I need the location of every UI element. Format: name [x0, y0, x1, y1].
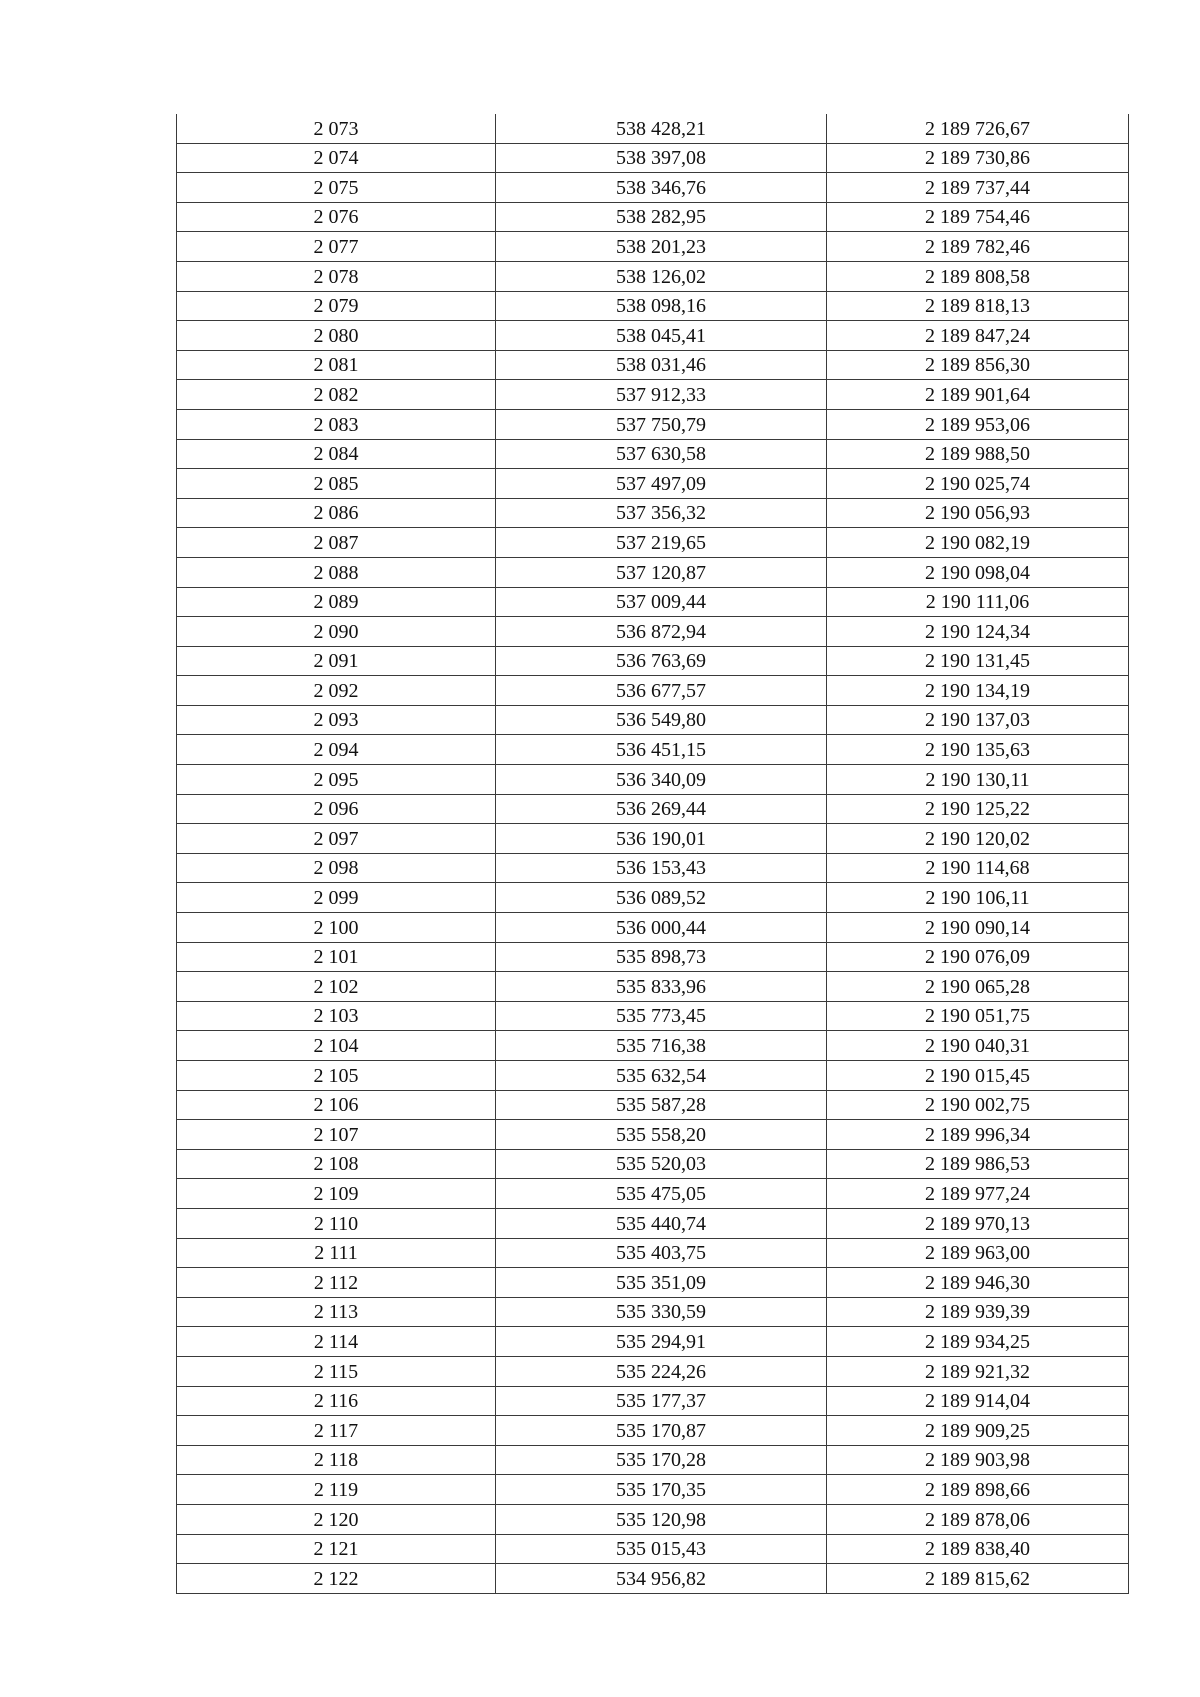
point-number-cell: 2 109 [177, 1179, 496, 1209]
y-coordinate-cell: 2 189 818,13 [827, 291, 1129, 321]
y-coordinate-cell: 2 190 125,22 [827, 794, 1129, 824]
point-number-cell: 2 094 [177, 735, 496, 765]
point-number-cell: 2 098 [177, 853, 496, 883]
x-coordinate-cell: 535 330,59 [496, 1297, 827, 1327]
x-coordinate-cell: 536 677,57 [496, 676, 827, 706]
y-coordinate-cell: 2 189 754,46 [827, 202, 1129, 232]
point-number-cell: 2 110 [177, 1208, 496, 1238]
x-coordinate-cell: 535 294,91 [496, 1327, 827, 1357]
coordinates-table [176, 114, 1129, 1594]
point-number-cell: 2 092 [177, 676, 496, 706]
point-number-cell: 2 102 [177, 972, 496, 1002]
y-coordinate-cell: 2 189 847,24 [827, 321, 1129, 351]
point-number-cell: 2 121 [177, 1534, 496, 1564]
x-coordinate-cell: 535 587,28 [496, 1090, 827, 1120]
y-coordinate-cell: 2 189 970,13 [827, 1208, 1129, 1238]
point-number-cell: 2 089 [177, 587, 496, 617]
x-coordinate-cell: 535 351,09 [496, 1268, 827, 1298]
x-coordinate-cell: 537 356,32 [496, 498, 827, 528]
x-coordinate-cell: 535 224,26 [496, 1356, 827, 1386]
point-number-cell: 2 120 [177, 1504, 496, 1534]
point-number-cell: 2 081 [177, 350, 496, 380]
point-number-cell: 2 090 [177, 617, 496, 647]
x-coordinate-cell: 538 397,08 [496, 143, 827, 173]
x-coordinate-cell: 535 120,98 [496, 1504, 827, 1534]
x-coordinate-cell: 536 089,52 [496, 883, 827, 913]
x-coordinate-cell: 535 015,43 [496, 1534, 827, 1564]
point-number-cell: 2 097 [177, 824, 496, 854]
y-coordinate-cell: 2 189 782,46 [827, 232, 1129, 262]
y-coordinate-cell: 2 189 986,53 [827, 1149, 1129, 1179]
point-number-cell: 2 091 [177, 646, 496, 676]
table-row [177, 350, 1129, 380]
point-number-cell: 2 077 [177, 232, 496, 262]
point-number-cell: 2 083 [177, 409, 496, 439]
table-row [177, 1445, 1129, 1475]
table-row [177, 942, 1129, 972]
x-coordinate-cell: 535 170,28 [496, 1445, 827, 1475]
y-coordinate-cell: 2 189 901,64 [827, 380, 1129, 410]
y-coordinate-cell: 2 190 015,45 [827, 1061, 1129, 1091]
x-coordinate-cell: 538 346,76 [496, 173, 827, 203]
table-row [177, 409, 1129, 439]
table-row [177, 1327, 1129, 1357]
point-number-cell: 2 108 [177, 1149, 496, 1179]
table-row [177, 1416, 1129, 1446]
point-number-cell: 2 112 [177, 1268, 496, 1298]
point-number-cell: 2 073 [177, 114, 496, 143]
x-coordinate-cell: 537 750,79 [496, 409, 827, 439]
table-row [177, 913, 1129, 943]
y-coordinate-cell: 2 189 726,67 [827, 114, 1129, 143]
point-number-cell: 2 080 [177, 321, 496, 351]
y-coordinate-cell: 2 189 977,24 [827, 1179, 1129, 1209]
x-coordinate-cell: 538 126,02 [496, 261, 827, 291]
point-number-cell: 2 104 [177, 1031, 496, 1061]
point-number-cell: 2 085 [177, 469, 496, 499]
y-coordinate-cell: 2 190 002,75 [827, 1090, 1129, 1120]
x-coordinate-cell: 536 190,01 [496, 824, 827, 854]
table-row [177, 705, 1129, 735]
table-row [177, 557, 1129, 587]
point-number-cell: 2 078 [177, 261, 496, 291]
table-row [177, 1208, 1129, 1238]
x-coordinate-cell: 536 872,94 [496, 617, 827, 647]
x-coordinate-cell: 535 833,96 [496, 972, 827, 1002]
y-coordinate-cell: 2 190 076,09 [827, 942, 1129, 972]
table-row [177, 439, 1129, 469]
x-coordinate-cell: 535 170,35 [496, 1475, 827, 1505]
table-row [177, 232, 1129, 262]
y-coordinate-cell: 2 190 051,75 [827, 1001, 1129, 1031]
point-number-cell: 2 118 [177, 1445, 496, 1475]
coordinates-table-body [177, 114, 1129, 1593]
table-row [177, 853, 1129, 883]
x-coordinate-cell: 537 009,44 [496, 587, 827, 617]
table-row [177, 1061, 1129, 1091]
y-coordinate-cell: 2 189 909,25 [827, 1416, 1129, 1446]
x-coordinate-cell: 537 497,09 [496, 469, 827, 499]
y-coordinate-cell: 2 189 953,06 [827, 409, 1129, 439]
y-coordinate-cell: 2 189 921,32 [827, 1356, 1129, 1386]
x-coordinate-cell: 535 773,45 [496, 1001, 827, 1031]
table-row [177, 469, 1129, 499]
table-row [177, 1001, 1129, 1031]
point-number-cell: 2 103 [177, 1001, 496, 1031]
table-row [177, 380, 1129, 410]
point-number-cell: 2 106 [177, 1090, 496, 1120]
point-number-cell: 2 074 [177, 143, 496, 173]
table-row [177, 1356, 1129, 1386]
y-coordinate-cell: 2 190 065,28 [827, 972, 1129, 1002]
x-coordinate-cell: 537 120,87 [496, 557, 827, 587]
x-coordinate-cell: 535 520,03 [496, 1149, 827, 1179]
table-row [177, 1534, 1129, 1564]
table-row [177, 261, 1129, 291]
table-row [177, 1297, 1129, 1327]
table-row [177, 1475, 1129, 1505]
x-coordinate-cell: 535 558,20 [496, 1120, 827, 1150]
y-coordinate-cell: 2 190 056,93 [827, 498, 1129, 528]
table-row [177, 972, 1129, 1002]
x-coordinate-cell: 536 269,44 [496, 794, 827, 824]
point-number-cell: 2 114 [177, 1327, 496, 1357]
y-coordinate-cell: 2 189 856,30 [827, 350, 1129, 380]
table-row [177, 1238, 1129, 1268]
table-row [177, 765, 1129, 795]
x-coordinate-cell: 538 098,16 [496, 291, 827, 321]
table-row [177, 735, 1129, 765]
x-coordinate-cell: 538 282,95 [496, 202, 827, 232]
table-row [177, 114, 1129, 143]
point-number-cell: 2 076 [177, 202, 496, 232]
x-coordinate-cell: 538 045,41 [496, 321, 827, 351]
table-row [177, 291, 1129, 321]
y-coordinate-cell: 2 189 808,58 [827, 261, 1129, 291]
y-coordinate-cell: 2 190 131,45 [827, 646, 1129, 676]
point-number-cell: 2 113 [177, 1297, 496, 1327]
y-coordinate-cell: 2 190 106,11 [827, 883, 1129, 913]
table-row [177, 1268, 1129, 1298]
x-coordinate-cell: 538 201,23 [496, 232, 827, 262]
y-coordinate-cell: 2 189 878,06 [827, 1504, 1129, 1534]
x-coordinate-cell: 535 403,75 [496, 1238, 827, 1268]
table-row [177, 498, 1129, 528]
table-row [177, 1031, 1129, 1061]
y-coordinate-cell: 2 189 815,62 [827, 1564, 1129, 1594]
x-coordinate-cell: 535 632,54 [496, 1061, 827, 1091]
point-number-cell: 2 117 [177, 1416, 496, 1446]
table-row [177, 1504, 1129, 1534]
x-coordinate-cell: 536 451,15 [496, 735, 827, 765]
y-coordinate-cell: 2 189 737,44 [827, 173, 1129, 203]
table-row [177, 1090, 1129, 1120]
point-number-cell: 2 111 [177, 1238, 496, 1268]
table-row [177, 1149, 1129, 1179]
table-row [177, 202, 1129, 232]
y-coordinate-cell: 2 190 137,03 [827, 705, 1129, 735]
point-number-cell: 2 088 [177, 557, 496, 587]
x-coordinate-cell: 537 630,58 [496, 439, 827, 469]
x-coordinate-cell: 535 440,74 [496, 1208, 827, 1238]
y-coordinate-cell: 2 190 135,63 [827, 735, 1129, 765]
x-coordinate-cell: 535 475,05 [496, 1179, 827, 1209]
x-coordinate-cell: 535 716,38 [496, 1031, 827, 1061]
point-number-cell: 2 084 [177, 439, 496, 469]
table-row [177, 587, 1129, 617]
table-row [177, 676, 1129, 706]
y-coordinate-cell: 2 190 040,31 [827, 1031, 1129, 1061]
point-number-cell: 2 119 [177, 1475, 496, 1505]
table-row [177, 794, 1129, 824]
y-coordinate-cell: 2 189 903,98 [827, 1445, 1129, 1475]
y-coordinate-cell: 2 189 838,40 [827, 1534, 1129, 1564]
table-row [177, 1120, 1129, 1150]
point-number-cell: 2 095 [177, 765, 496, 795]
point-number-cell: 2 096 [177, 794, 496, 824]
y-coordinate-cell: 2 190 134,19 [827, 676, 1129, 706]
y-coordinate-cell: 2 190 090,14 [827, 913, 1129, 943]
point-number-cell: 2 082 [177, 380, 496, 410]
table-row [177, 143, 1129, 173]
y-coordinate-cell: 2 189 730,86 [827, 143, 1129, 173]
x-coordinate-cell: 538 428,21 [496, 114, 827, 143]
point-number-cell: 2 086 [177, 498, 496, 528]
y-coordinate-cell: 2 189 963,00 [827, 1238, 1129, 1268]
y-coordinate-cell: 2 190 130,11 [827, 765, 1129, 795]
y-coordinate-cell: 2 189 914,04 [827, 1386, 1129, 1416]
table-row [177, 617, 1129, 647]
y-coordinate-cell: 2 189 939,39 [827, 1297, 1129, 1327]
x-coordinate-cell: 536 000,44 [496, 913, 827, 943]
y-coordinate-cell: 2 190 098,04 [827, 557, 1129, 587]
y-coordinate-cell: 2 189 996,34 [827, 1120, 1129, 1150]
x-coordinate-cell: 534 956,82 [496, 1564, 827, 1594]
y-coordinate-cell: 2 189 934,25 [827, 1327, 1129, 1357]
point-number-cell: 2 122 [177, 1564, 496, 1594]
table-row [177, 173, 1129, 203]
point-number-cell: 2 115 [177, 1356, 496, 1386]
point-number-cell: 2 116 [177, 1386, 496, 1416]
y-coordinate-cell: 2 190 114,68 [827, 853, 1129, 883]
table-row [177, 321, 1129, 351]
point-number-cell: 2 101 [177, 942, 496, 972]
x-coordinate-cell: 538 031,46 [496, 350, 827, 380]
table-row [177, 528, 1129, 558]
point-number-cell: 2 100 [177, 913, 496, 943]
table-row [177, 883, 1129, 913]
x-coordinate-cell: 535 170,87 [496, 1416, 827, 1446]
y-coordinate-cell: 2 190 025,74 [827, 469, 1129, 499]
x-coordinate-cell: 536 549,80 [496, 705, 827, 735]
point-number-cell: 2 107 [177, 1120, 496, 1150]
x-coordinate-cell: 536 763,69 [496, 646, 827, 676]
y-coordinate-cell: 2 190 082,19 [827, 528, 1129, 558]
y-coordinate-cell: 2 189 898,66 [827, 1475, 1129, 1505]
y-coordinate-cell: 2 190 120,02 [827, 824, 1129, 854]
x-coordinate-cell: 535 898,73 [496, 942, 827, 972]
point-number-cell: 2 075 [177, 173, 496, 203]
x-coordinate-cell: 536 153,43 [496, 853, 827, 883]
point-number-cell: 2 093 [177, 705, 496, 735]
y-coordinate-cell: 2 189 988,50 [827, 439, 1129, 469]
x-coordinate-cell: 536 340,09 [496, 765, 827, 795]
point-number-cell: 2 079 [177, 291, 496, 321]
table-row [177, 824, 1129, 854]
x-coordinate-cell: 535 177,37 [496, 1386, 827, 1416]
table-row [177, 646, 1129, 676]
table-row [177, 1179, 1129, 1209]
y-coordinate-cell: 2 190 124,34 [827, 617, 1129, 647]
point-number-cell: 2 087 [177, 528, 496, 558]
table-row [177, 1386, 1129, 1416]
x-coordinate-cell: 537 912,33 [496, 380, 827, 410]
point-number-cell: 2 099 [177, 883, 496, 913]
y-coordinate-cell: 2 189 946,30 [827, 1268, 1129, 1298]
table-row [177, 1564, 1129, 1594]
y-coordinate-cell: 2 190 111,06 [827, 587, 1129, 617]
x-coordinate-cell: 537 219,65 [496, 528, 827, 558]
point-number-cell: 2 105 [177, 1061, 496, 1091]
